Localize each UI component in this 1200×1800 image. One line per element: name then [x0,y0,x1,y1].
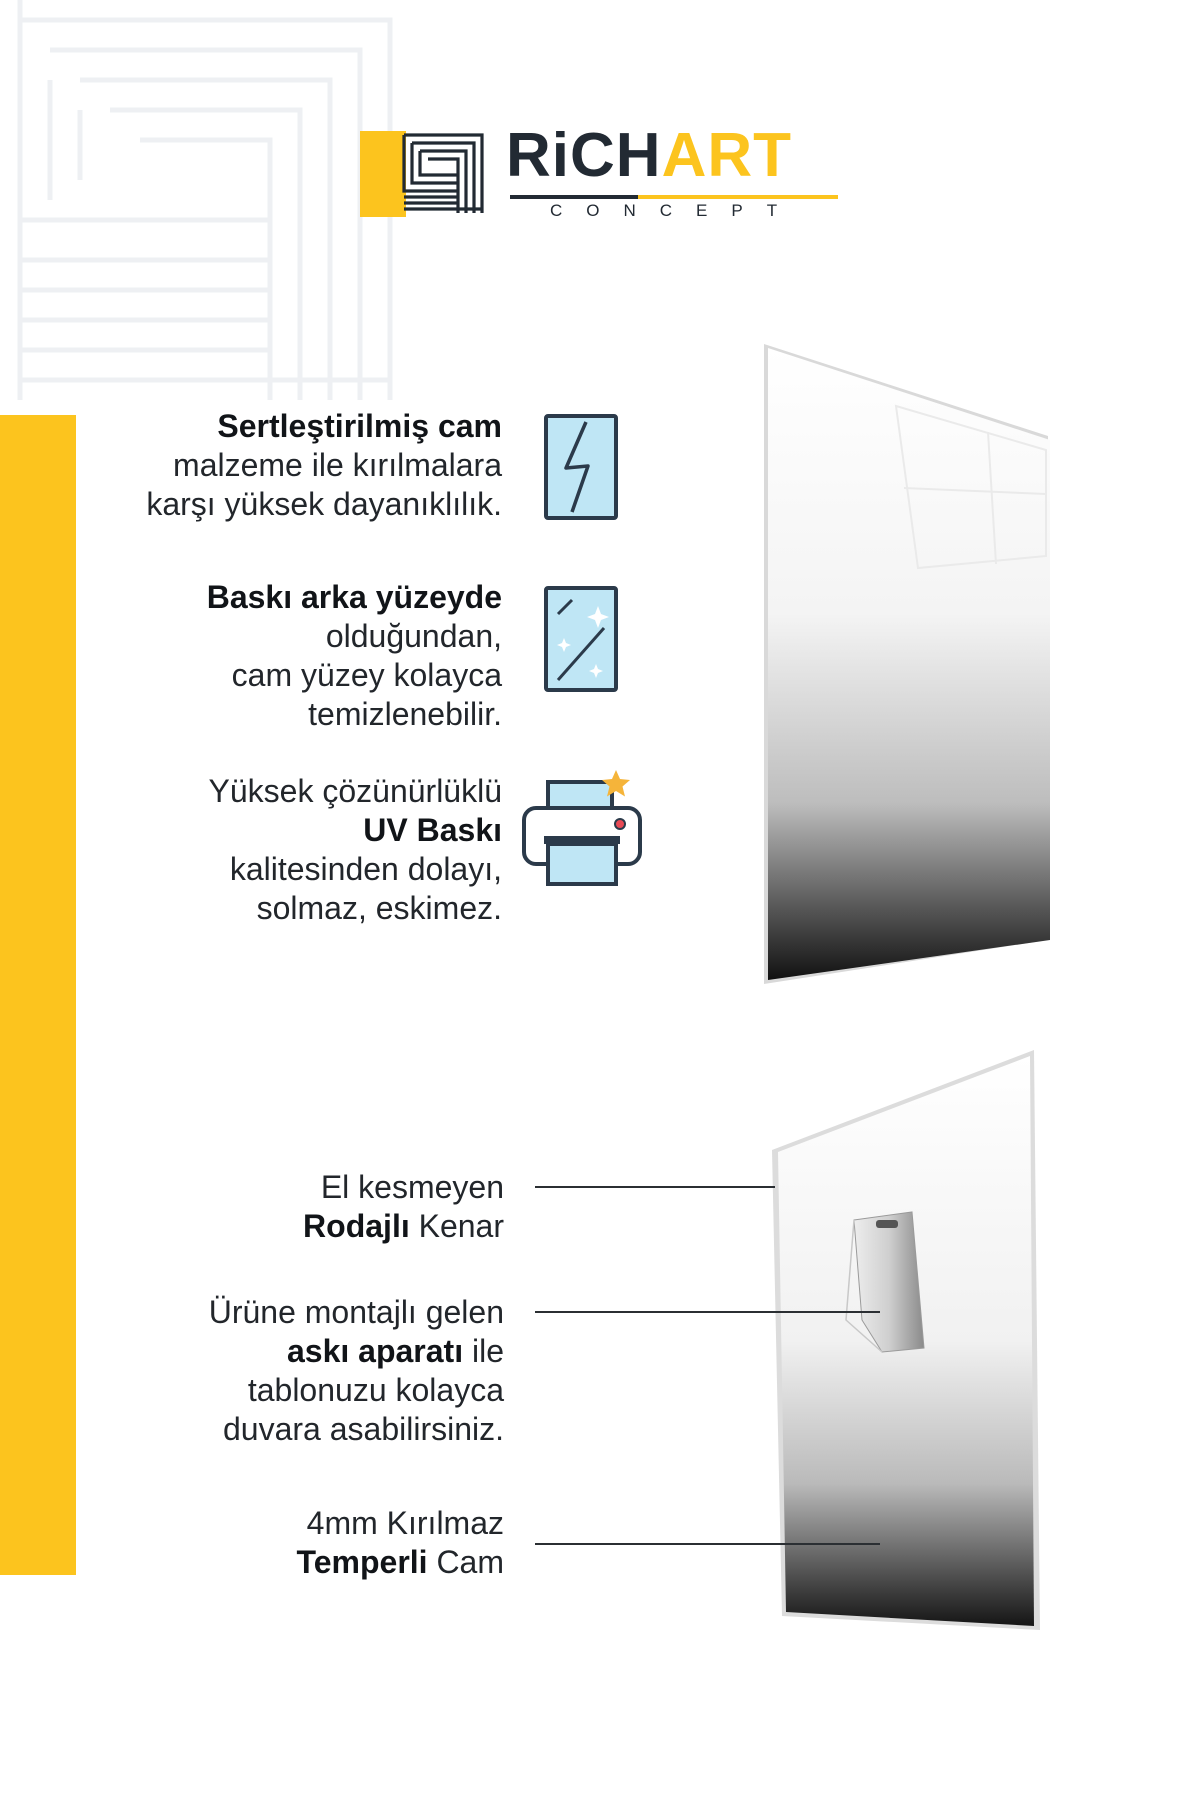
annotation-hanger [60,1293,504,1449]
cracked-glass-icon [542,412,620,522]
feature-2-bold: Baskı arka yüzeyde [206,579,502,615]
annotation-1-line1: El kesmeyen [320,1169,504,1205]
feature-2-line4: temizlenebilir. [308,696,502,732]
feature-3-line4: solmaz, eskimez. [256,890,502,926]
leader-line [535,1311,880,1313]
feature-2-line2: olduğundan, [325,618,502,654]
annotation-3-rest: Cam [427,1544,504,1580]
brand-logo [360,121,840,225]
annotation-2-bold: askı aparatı [286,1333,464,1369]
annotation-1-bold: Rodajlı [303,1208,410,1244]
annotation-3-line1: 4mm Kırılmaz [306,1505,504,1541]
feature-1-line3: karşı yüksek dayanıklılık. [146,486,502,522]
annotation-2-line4: duvara asabilirsiniz. [222,1411,504,1447]
annotation-tempered-glass [60,1504,504,1582]
printer-icon [518,768,648,888]
glass-panel-front [760,344,1060,984]
feature-tempered-glass [60,407,502,524]
annotation-2-line1: Ürüne montajlı gelen [208,1294,504,1330]
annotation-2-rest: ile [463,1333,504,1369]
feature-1-bold: Sertleştirilmiş cam [217,408,502,444]
brand-wordmark: RiCHART [506,121,792,190]
logo-frame-icon [400,131,486,217]
feature-easy-clean [60,578,502,734]
feature-3-bold: UV Baskı [363,812,502,848]
clean-glass-icon [542,584,620,694]
leader-line [535,1186,775,1188]
feature-uv-print [60,772,502,928]
feature-3-line3: kalitesinden dolayı, [229,851,502,887]
logo-underline [510,195,838,199]
annotation-1-rest: Kenar [409,1208,504,1244]
leader-line [535,1543,880,1545]
feature-2-line3: cam yüzey kolayca [231,657,502,693]
feature-1-line2: malzeme ile kırılmalara [173,447,502,483]
annotation-2-line3: tablonuzu kolayca [247,1372,504,1408]
feature-3-line1: Yüksek çözünürlüklü [208,773,502,809]
decorative-square-pattern [0,0,400,400]
annotation-rounded-edge [60,1168,504,1246]
annotation-3-bold: Temperli [296,1544,428,1580]
brand-tagline: CONCEPT [550,201,802,220]
